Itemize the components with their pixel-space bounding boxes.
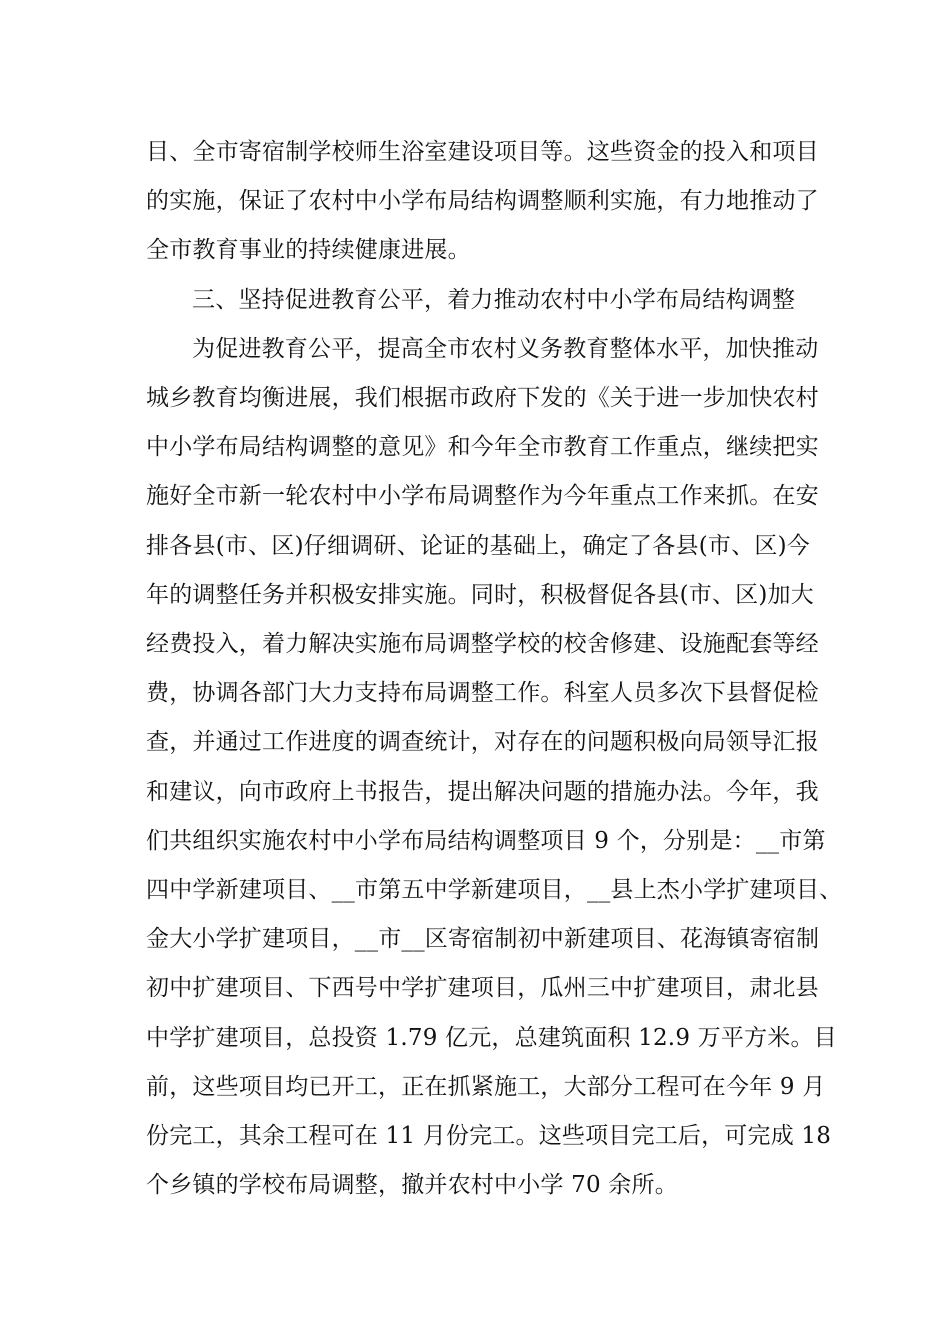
text-line: 为促进教育公平，提高全市农村义务教育整体水平，加快推动 bbox=[192, 335, 819, 362]
text-line: 城乡教育均衡进展，我们根据市政府下发的《关于进一步加快农村 bbox=[146, 385, 819, 412]
text-line: 份完工，其余工程可在 11 月份完工。这些项目完工后，可完成 18 bbox=[146, 1123, 832, 1150]
text-line: 四中学新建项目、__市第五中学新建项目，__县上杰小学扩建项目、 bbox=[146, 877, 843, 904]
text-line: 和建议，向市政府上书报告，提出解决问题的措施办法。今年，我 bbox=[146, 778, 819, 805]
text-line: 排各县(市、区)仔细调研、论证的基础上，确定了各县(市、区)今 bbox=[146, 532, 810, 559]
paragraph-funding-summary bbox=[146, 128, 819, 276]
document-body bbox=[146, 128, 843, 1210]
text-line: 中学扩建项目，总投资 1.79 亿元，总建筑面积 12.9 万平方米。目 bbox=[146, 1024, 837, 1051]
text-line: 查，并通过工作进度的调查统计，对存在的问题积极向局领导汇报 bbox=[146, 729, 819, 756]
text-line: 经费投入，着力解决实施布局调整学校的校舍修建、设施配套等经 bbox=[146, 631, 819, 658]
text-line: 施好全市新一轮农村中小学布局调整作为今年重点工作来抓。在安 bbox=[146, 483, 819, 510]
text-line: 费，协调各部门大力支持布局调整工作。科室人员多次下县督促检 bbox=[146, 680, 819, 707]
text-line: 金大小学扩建项目，__市__区寄宿制初中新建项目、花海镇寄宿制 bbox=[146, 926, 820, 953]
text-line: 初中扩建项目、下西号中学扩建项目，瓜州三中扩建项目，肃北县 bbox=[146, 975, 819, 1002]
text-line: 前，这些项目均已开工，正在抓紧施工，大部分工程可在今年 9 月 bbox=[146, 1073, 826, 1100]
text-line: 个乡镇的学校布局调整，撤并农村中小学 70 余所。 bbox=[146, 1172, 678, 1199]
text-line: 年的调整任务并积极安排实施。同时，积极督促各县(市、区)加大 bbox=[146, 581, 814, 608]
text-line: 中小学布局结构调整的意见》和今年全市教育工作重点，继续把实 bbox=[146, 434, 819, 461]
text-line: 目、全市寄宿制学校师生浴室建设项目等。这些资金的投入和项目 bbox=[146, 139, 819, 165]
paragraph-layout-adjustment bbox=[146, 325, 843, 1211]
text-line: 全市教育事业的持续健康进展。 bbox=[146, 237, 471, 264]
text-line: 们共组织实施农村中小学布局结构调整项目 9 个，分别是：__市第 bbox=[146, 827, 826, 854]
text-line: 的实施，保证了农村中小学布局结构调整顺利实施，有力地推动了 bbox=[146, 188, 819, 215]
section-heading: 三、坚持促进教育公平，着力推动农村中小学布局结构调整 bbox=[192, 286, 796, 313]
